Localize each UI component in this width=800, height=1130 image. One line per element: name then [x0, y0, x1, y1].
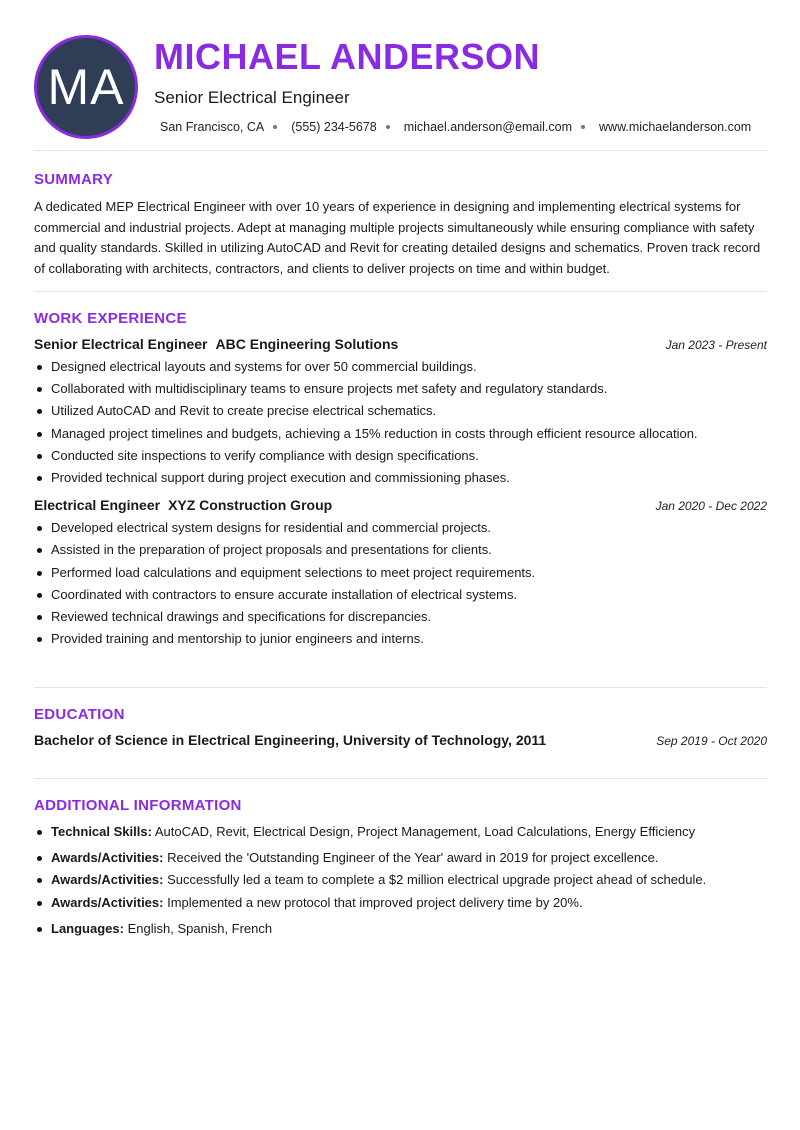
resume-page [34, 0, 767, 940]
list-item: Assisted in the preparation of project proposals and presentations for clients. [34, 539, 767, 561]
section-title-summary: SUMMARY [34, 171, 114, 188]
education-dates: Sep 2019 - Oct 2020 [656, 734, 767, 748]
list-item [34, 892, 767, 914]
list-item: Managed project timelines and budgets, achieving a 15% reduction in costs through efficient resource allocation. [34, 423, 767, 445]
contact-phone: (555) 234-5678 [291, 120, 377, 134]
job-position: Senior Electrical Engineer [34, 336, 208, 352]
list-item: Provided training and mentorship to junior engineers and interns. [34, 628, 767, 650]
list-item: Developed electrical system designs for residential and commercial projects. [34, 517, 767, 539]
contact-info [160, 120, 751, 134]
list-item: Provided technical support during project execution and commissioning phases. [34, 467, 767, 489]
job-bullets [34, 356, 767, 489]
job-position: Electrical Engineer [34, 497, 161, 514]
info-label: Awards/Activities: [51, 872, 164, 888]
summary-text: A dedicated MEP Electrical Engineer with over 10 years of experience in designing and implementing electrical systems for commercial and industrial projects. Adept at managing multiple projects simultaneously while ensuring compliance with safety and quality standards. Skilled in utilizing AutoCAD and Revit for creating detailed designs and schematics. Proven track record of collaborating with architects, contractors, and clients to deliver projects on time and within budget. [34, 199, 761, 276]
education-entry [34, 732, 767, 748]
list-item [34, 869, 767, 891]
job-company: ABC Engineering Solutions [215, 336, 399, 352]
job-bullets [34, 517, 767, 650]
list-item [34, 821, 767, 843]
section-title-experience: WORK EXPERIENCE [34, 310, 187, 327]
list-item: Collaborated with multidisciplinary teams to ensure projects met safety and regulatory standards. [34, 378, 767, 400]
work-experience-section [34, 292, 767, 688]
job-dates: Jan 2020 - Dec 2022 [655, 499, 767, 514]
list-item: Performed load calculations and equipment selections to meet project requirements. [34, 562, 767, 584]
info-value: Successfully led a team to complete a $2 million electrical upgrade project ahead of schedule. [167, 872, 707, 888]
separator-dot [386, 125, 390, 129]
job-company: XYZ Construction Group [168, 497, 333, 514]
list-item: Utilized AutoCAD and Revit to create precise electrical schematics. [34, 400, 767, 422]
separator-dot [273, 125, 277, 129]
resume-header [34, 0, 767, 151]
summary-section [34, 151, 767, 292]
separator-dot [581, 125, 585, 129]
list-item [34, 918, 767, 940]
candidate-role: Senior Electrical Engineer [154, 88, 350, 107]
section-title-additional: ADDITIONAL INFORMATION [34, 797, 242, 814]
contact-website[interactable]: www.michaelanderson.com [599, 120, 752, 134]
education-section [34, 688, 767, 779]
job-title [34, 497, 332, 513]
info-value: Received the 'Outstanding Engineer of the Year' award in 2019 for project excellence. [167, 850, 659, 866]
job-title [34, 336, 398, 352]
list-item [34, 847, 767, 869]
info-label: Languages: [51, 920, 124, 936]
list-item: Coordinated with contractors to ensure accurate installation of electrical systems. [34, 584, 767, 606]
education-degree: Bachelor of Science in Electrical Engineering, University of Technology, 2011 [34, 732, 547, 748]
section-title-education: EDUCATION [34, 706, 125, 723]
info-label: Technical Skills: [51, 824, 152, 839]
job-header [34, 497, 767, 513]
info-label: Awards/Activities: [51, 850, 164, 866]
list-item: Reviewed technical drawings and specifications for discrepancies. [34, 606, 767, 628]
candidate-name: MICHAEL ANDERSON [154, 36, 541, 77]
job-dates: Jan 2023 - Present [665, 338, 767, 352]
list-item: Conducted site inspections to verify compliance with design specifications. [34, 445, 767, 467]
info-label: Awards/Activities: [51, 894, 164, 910]
contact-location: San Francisco, CA [160, 120, 265, 134]
avatar [34, 35, 138, 139]
job-header [34, 336, 767, 352]
job-entry [34, 336, 767, 489]
list-item: Designed electrical layouts and systems for over 50 commercial buildings. [34, 356, 767, 378]
contact-email[interactable]: michael.anderson@email.com [403, 120, 573, 134]
job-entry [34, 497, 767, 650]
avatar-initials: MA [47, 59, 125, 115]
info-value: Implemented a new protocol that improved project delivery time by 20%. [167, 894, 583, 910]
info-value: English, Spanish, French [127, 920, 273, 936]
additional-info-list [34, 821, 767, 940]
additional-info-section [34, 779, 767, 940]
info-value: AutoCAD, Revit, Electrical Design, Project Management, Load Calculations, Energy Efficiency [154, 824, 696, 839]
